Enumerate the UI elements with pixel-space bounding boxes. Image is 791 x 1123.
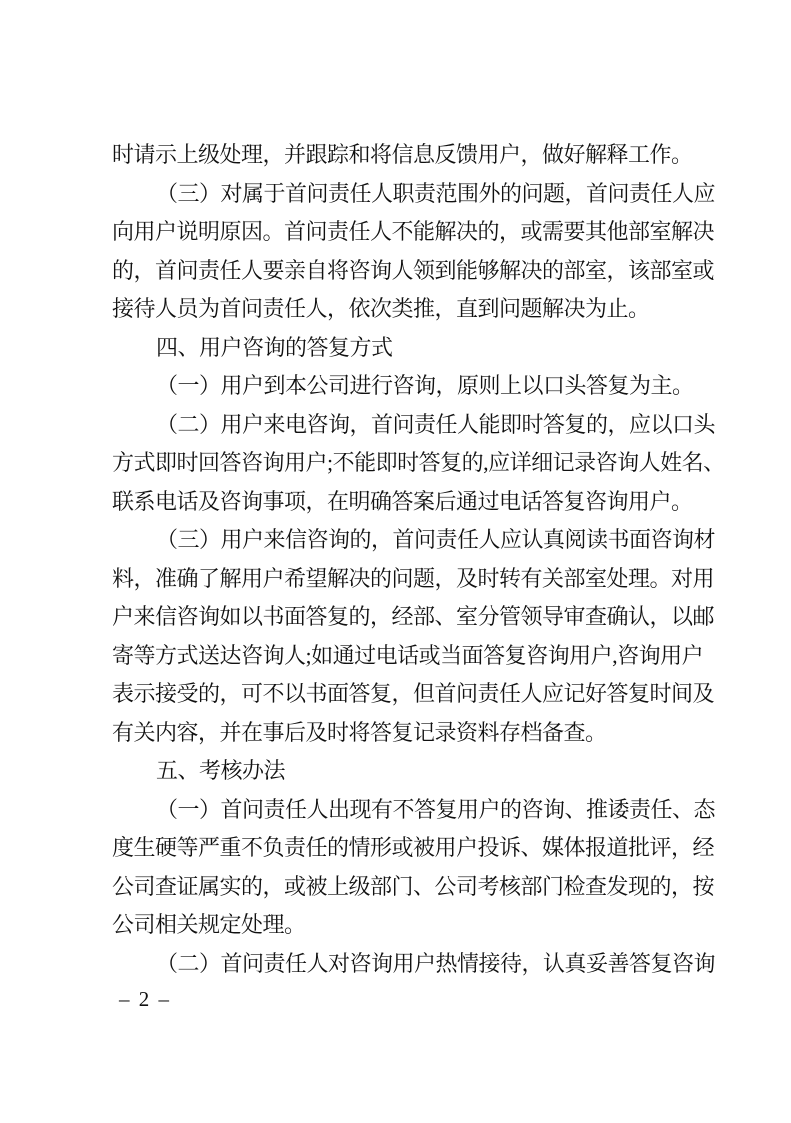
text-line: 方式即时回答咨询用户;不能即时答复的,应详细记录咨询人姓名、 bbox=[112, 450, 725, 475]
text-line: 联系电话及咨询事项，在明确答案后通过电话答复咨询用户。 bbox=[112, 488, 693, 514]
page-number: – 2 – bbox=[119, 987, 171, 1011]
text-line: 五、考核办法 bbox=[156, 758, 286, 783]
text-line: 时请示上级处理，并跟踪和将信息反馈用户，做好解释工作。 bbox=[112, 142, 693, 167]
text-line: 寄等方式送达咨询人;如通过电话或当面答复咨询用户,咨询用户 bbox=[112, 642, 704, 668]
text-line: 的，首问责任人要亲自将咨询人领到能够解决的部室，该部室或 bbox=[112, 257, 715, 283]
text-line: 有关内容，并在事后及时将答复记录资料存档备查。 bbox=[112, 719, 607, 745]
text-line: 表示接受的，可不以书面答复，但首问责任人应记好答复时间及 bbox=[112, 681, 715, 706]
text-line: 户来信咨询如以书面答复的，经部、室分管领导审查确认，以邮 bbox=[112, 604, 715, 629]
text-line: （二）用户来电咨询，首问责任人能即时答复的，应以口头 bbox=[156, 411, 716, 437]
text-line: 公司查证属实的，或被上级部门、公司考核部门检查发现的，按 bbox=[112, 873, 715, 899]
document-body bbox=[112, 136, 725, 983]
text-line: （二）首问责任人对咨询用户热情接待，认真妥善答复咨询 bbox=[156, 950, 716, 976]
text-line: 料，准确了解用户希望解决的问题，及时转有关部室处理。对用 bbox=[112, 565, 715, 591]
text-line: （一）用户到本公司进行咨询，原则上以口头答复为主。 bbox=[156, 373, 694, 398]
text-line: 四、用户咨询的答复方式 bbox=[156, 334, 393, 360]
text-line: （三）用户来信咨询的，首问责任人应认真阅读书面咨询材 bbox=[156, 527, 716, 552]
text-line: 接待人员为首问责任人，依次类推，直到问题解决为止。 bbox=[112, 296, 650, 321]
text-line: 公司相关规定处理。 bbox=[112, 912, 306, 937]
text-line: （一）首问责任人出现有不答复用户的咨询、推诿责任、态 bbox=[156, 796, 716, 822]
text-line: 度生硬等严重不负责任的情形或被用户投诉、媒体报道批评，经 bbox=[112, 835, 715, 860]
text-line: （三）对属于首问责任人职责范围外的问题，首问责任人应 bbox=[156, 180, 716, 206]
text-line: 向用户说明原因。首问责任人不能解决的，或需要其他部室解决 bbox=[112, 219, 715, 244]
